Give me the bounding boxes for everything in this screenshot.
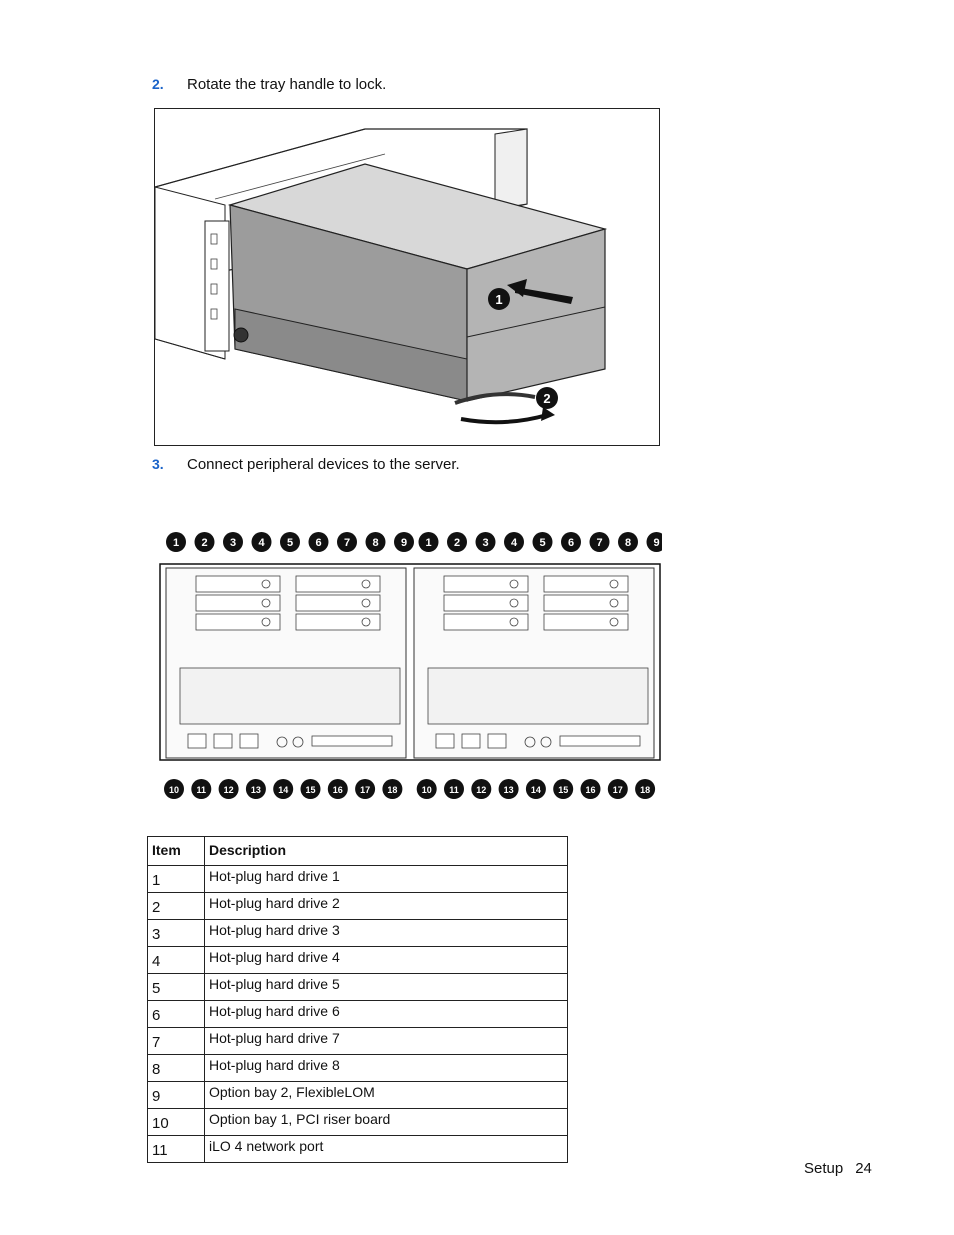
top-callout-label: 1 bbox=[172, 537, 180, 549]
table-row bbox=[148, 1001, 568, 1028]
bottom-callout-label: 10 bbox=[421, 785, 432, 795]
table-row bbox=[148, 947, 568, 974]
table-row bbox=[148, 866, 568, 893]
description-cell: Hot-plug hard drive 3 bbox=[205, 920, 568, 947]
description-cell: Option bay 2, FlexibleLOM bbox=[205, 1082, 568, 1109]
table-header-row bbox=[148, 837, 568, 866]
table-row bbox=[148, 893, 568, 920]
step-number: 2. bbox=[152, 76, 164, 92]
bottom-callout-label: 12 bbox=[476, 785, 487, 795]
top-callout-label: 4 bbox=[258, 537, 265, 549]
top-callout-label: 2 bbox=[453, 537, 461, 549]
description-cell: iLO 4 network port bbox=[205, 1136, 568, 1163]
table-row bbox=[148, 1028, 568, 1055]
bottom-callout-label: 16 bbox=[585, 785, 596, 795]
top-callout-label: 9 bbox=[400, 537, 408, 549]
item-cell: 11 bbox=[148, 1136, 205, 1163]
table-row bbox=[148, 974, 568, 1001]
top-callout-label: 9 bbox=[653, 537, 660, 549]
bottom-callout-label: 13 bbox=[503, 785, 514, 795]
item-cell: 5 bbox=[148, 974, 205, 1001]
bottom-callout-label: 18 bbox=[640, 785, 651, 795]
item-cell: 10 bbox=[148, 1109, 205, 1136]
description-cell: Hot-plug hard drive 4 bbox=[205, 947, 568, 974]
bottom-callout-label: 18 bbox=[387, 785, 398, 795]
item-description-table bbox=[147, 836, 568, 1163]
description-cell: Hot-plug hard drive 2 bbox=[205, 893, 568, 920]
top-callout-label: 7 bbox=[596, 537, 603, 549]
table-row bbox=[148, 1082, 568, 1109]
top-callout-label: 7 bbox=[343, 537, 351, 549]
top-callout-label: 5 bbox=[286, 537, 294, 549]
table-row bbox=[148, 1109, 568, 1136]
bottom-callout-label: 17 bbox=[360, 785, 371, 795]
step-number: 3. bbox=[152, 456, 164, 472]
callout-2: 2 bbox=[543, 391, 551, 406]
bottom-callout-label: 13 bbox=[250, 785, 261, 795]
bottom-callout-label: 15 bbox=[305, 785, 316, 795]
top-callout-label: 1 bbox=[425, 537, 432, 549]
item-cell: 8 bbox=[148, 1055, 205, 1082]
description-cell: Hot-plug hard drive 7 bbox=[205, 1028, 568, 1055]
bottom-callout-label: 14 bbox=[530, 785, 541, 795]
rear-panel-figure bbox=[158, 528, 662, 804]
table-row bbox=[148, 1136, 568, 1163]
step-2 bbox=[152, 76, 386, 93]
bottom-callout-label: 17 bbox=[612, 785, 623, 795]
top-callout-label: 8 bbox=[624, 537, 632, 549]
bottom-callout-label: 11 bbox=[196, 785, 207, 795]
bottom-callout-label: 14 bbox=[278, 785, 289, 795]
page-number: 24 bbox=[855, 1160, 872, 1177]
item-cell: 6 bbox=[148, 1001, 205, 1028]
bottom-callout-label: 11 bbox=[449, 785, 459, 795]
step-text: Rotate the tray handle to lock. bbox=[187, 76, 387, 93]
page-footer bbox=[804, 1160, 872, 1177]
description-cell: Option bay 1, PCI riser board bbox=[205, 1109, 568, 1136]
top-callout-label: 6 bbox=[567, 537, 575, 549]
top-callout-label: 3 bbox=[229, 537, 237, 549]
top-callout-label: 2 bbox=[201, 537, 208, 549]
item-cell: 7 bbox=[148, 1028, 205, 1055]
callout-1: 1 bbox=[495, 292, 503, 307]
item-cell: 3 bbox=[148, 920, 205, 947]
top-callout-label: 5 bbox=[539, 537, 546, 549]
bottom-callout-label: 10 bbox=[168, 785, 180, 795]
bottom-callout-label: 16 bbox=[332, 785, 343, 795]
item-cell: 9 bbox=[148, 1082, 205, 1109]
item-header: Item bbox=[148, 837, 205, 866]
item-cell: 1 bbox=[148, 866, 205, 893]
step-3 bbox=[152, 456, 460, 473]
step-text: Connect peripheral devices to the server. bbox=[187, 456, 460, 473]
table-row bbox=[148, 1055, 568, 1082]
item-cell: 4 bbox=[148, 947, 205, 974]
top-callout-label: 3 bbox=[482, 537, 489, 549]
description-header: Description bbox=[205, 837, 568, 866]
description-cell: Hot-plug hard drive 6 bbox=[205, 1001, 568, 1028]
bottom-callout-label: 12 bbox=[223, 785, 234, 795]
item-cell: 2 bbox=[148, 893, 205, 920]
description-cell: Hot-plug hard drive 1 bbox=[205, 866, 568, 893]
top-callout-label: 4 bbox=[510, 537, 518, 549]
table-row bbox=[148, 920, 568, 947]
tray-handle-figure bbox=[154, 108, 660, 446]
footer-section: Setup bbox=[804, 1160, 844, 1177]
description-cell: Hot-plug hard drive 8 bbox=[205, 1055, 568, 1082]
bottom-callout-label: 15 bbox=[558, 785, 569, 795]
description-cell: Hot-plug hard drive 5 bbox=[205, 974, 568, 1001]
top-callout-label: 6 bbox=[315, 537, 322, 549]
top-callout-label: 8 bbox=[372, 537, 379, 549]
